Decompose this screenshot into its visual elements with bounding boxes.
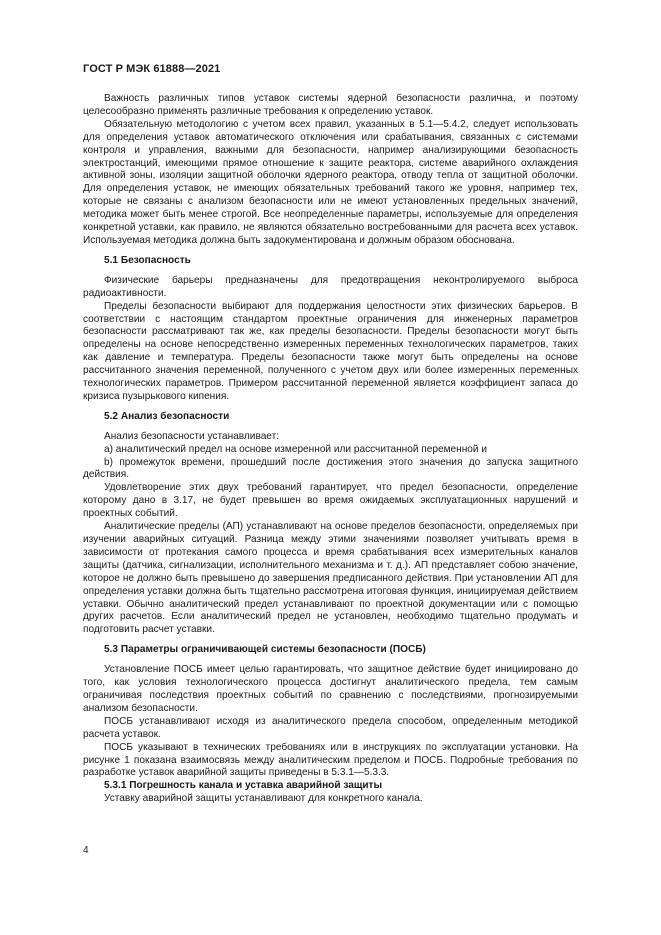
intro-paragraph-1: Важность различных типов уставок системы ядерной безопасности различна, и поэтому целесообразно применять различные требования к определению уставок. [83,93,578,117]
section-5-3-paragraph-3: ПОСБ указывают в технических требованиях или в инструкциях по эксплуатации установки. На рисунке 1 показана взаимосвязь между аналитическим пределом и ПОСБ. Подробные требования по разработке уставок аварийной защиты приведены в 5.3.1—5.3.3. [83,741,578,779]
section-5-1-paragraph-2: Пределы безопасности выбирают для поддержания целостности этих физических барьеров. В соответствии с настоящим стандартом проектные ограничения для инженерных параметров безопасности рассматривают так же, как пределы безопасности. Пределы безопасности могут быть определены на основе непосредственно измеренных переменных технологических параметров, таких как давление и температура. Пределы безопасности также могут быть определены на основе рассчитанного значения переменной, полученного с учетом двух или более измеренных переменных технологических параметров. Примером рассчитанной переменной является коэффициент запаса до кризиса пузырькового кипения. [83,300,578,402]
section-heading-5-3-1: 5.3.1 Погрешность канала и уставка аварийной защиты [104,780,383,792]
page-number: 4 [83,845,89,856]
document-body [83,93,578,806]
section-5-2-paragraph-1: Анализ безопасности устанавливает: [104,430,280,442]
section-heading-5-3: 5.3 Параметры ограничивающей системы безопасности (ПОСБ) [104,644,426,656]
section-5-2-list-item-a: а) аналитический предел на основе измеренной или рассчитанной переменной и [104,443,487,455]
section-5-1-paragraph-1: Физические барьеры предназначены для предотвращения неконтролируемого выброса радиоактивности. [83,274,578,299]
document-id-header: ГОСТ Р МЭК 61888—2021 [83,63,221,75]
section-heading-5-2: 5.2 Анализ безопасности [104,410,230,422]
section-heading-5-1: 5.1 Безопасность [104,254,191,266]
intro-paragraph-2: Обязательную методологию с учетом всех правил, указанных в 5.1—5.4.2, следует использовать для определения уставок автоматического отключения или срабатывания, связанных с системами контроля и управления, важными для безопасности, например анализирующими безопасность электростанций, имеющими прямое отношение к защите реактора, системе аварийного охлаждения активной зоны, изоляции защитной оболочки ядерного реактора, отводу тепла от защитной оболочки. Для определения уставок, не имеющих обязательных требований такого же уровня, например тех, которые не связаны с анализом безопасности или не имеют установленных предельных значений, методика может быть менее строгой. Все неопределенные параметры, используемые для определения конкретной уставки, как правило, не являются обязательно востребованными для расчета всех уставок. Используемая методика должна быть задокументирована и должным образом обоснована. [83,118,578,246]
section-5-2-list-item-b: b) промежуток времени, прошедший после достижения этого значения до запуска защитного действия. [83,456,578,481]
section-5-2-paragraph-2: Удовлетворение этих двух требований гарантирует, что предел безопасности, определение которому дано в 3.17, не будет превышен во время ожидаемых эксплуатационных нарушений и проектных событий. [83,482,578,520]
section-5-2-paragraph-3: Аналитические пределы (АП) устанавливают на основе пределов безопасности, определяемых при изучении аварийных ситуаций. Разница между этими значениями позволяет учитывать время в зависимости от протекания самого процесса и время срабатывания всех измерительных каналов защиты (датчика, сигнализации, исполнительного механизма и т. д.). АП представляет собою значение, которое не должно быть превышено до завершения предписанного действия. При установлении АП для определения уставки должна быть тщательно рассмотрена итоговая функция, инициируемая действием уставки. Обычно аналитический предел устанавливают по проектной документации или с помощью других расчетов. Если аналитический предел не установлен, необходимо тщательно продумать и подготовить расчет уставки. [83,521,578,636]
section-5-3-paragraph-2: ПОСБ устанавливают исходя из аналитического предела способом, определенным методикой расчета уставок. [83,715,578,740]
section-5-3-1-paragraph-1: Уставку аварийной защиты устанавливают для конкретного канала. [104,793,423,805]
section-5-3-paragraph-1: Установление ПОСБ имеет целью гарантировать, что защитное действие будет инициировано до того, как условия технологического процесса достигнут аналитического предела, тем самым ограничивая последствия проектных событий по сравнению с последствиями, прогнозируемыми анализом безопасности. [83,664,578,714]
